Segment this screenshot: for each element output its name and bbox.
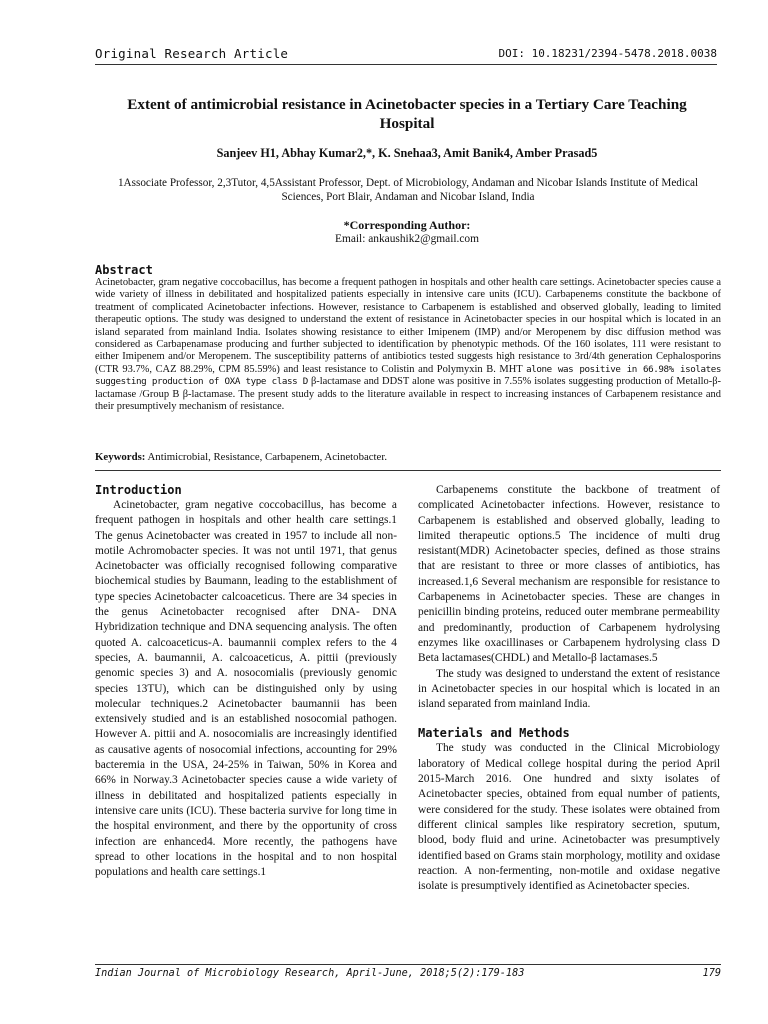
author-list: Sanjeev H1, Abhay Kumar2,*, K. Snehaa3, Amit Banik4, Amber Prasad5 [216, 146, 598, 160]
journal-citation: Indian Journal of Microbiology Research, April-June, 2018;5(2):179-183 [95, 968, 525, 979]
abstract-part-3: β-lactamase and DDST alone was positive in 7.55% isolates suggesting production of Metallo-β-lactamase /Group B β-lactamase. The present study adds to the literature available in respect to increasing instances of Carbapenem resistance and their presumptively mechanism of resistance. [95, 376, 721, 413]
abstract-part-2: alone was positive in 66.98% isolates suggesting production of OXA type class D [95, 363, 721, 388]
journal-section: Original Research Article [95, 46, 289, 61]
corresponding-email[interactable]: Email: ankaushik2@gmail.com [335, 233, 479, 245]
keywords [95, 451, 721, 463]
introduction-paragraph-1: Acinetobacter, gram negative coccobacillus, has become a frequent pathogen in hospitals and other health care settings.1 The genus Acinetobacter was created in 1957 to include all non- motile Achromobacter species. It was not until 1971, that genus Acinetobacter was officially recognised following comparative biochemical studies by Baumann, leading to the establishment of type species Acinetobacter calcoaceticus. There are 34 species in the genus Acinetobacter recognised after DNA- DNA Hybridization technique and DNA sequencing analysis. The often quoted A. calcoaceticus-A. baumannii complex refers to the 4 species, A. baumannii, A. calcoaceticus, A. pittii (previously genomic species 3) and A. nosocomialis (previously genomic species 13TU), which can be distinguished only by using molecular techniques.2 Acinetobacter baumannii has been extensively studied and is an established nosocomial pathogen. However A. pittii and A. nosocomialis are increasingly identified as causative agents of nosocomial infections, accounting for 29% bacteremia in the USA, 24-25% in Taiwan, 50% in Korea and 66% in Norway.3 Acinetobacter species cause a wide variety of illness in debilitated and hospitalized patients especially in intensive care units (ICU). These bacteria survive for long time in the hospital environment, and there by the opportunity of cross infection are enhanced4. More recently, the pathogens have spread to other locations in the hospital and to non hospital populations and health care settings.1 [95, 499, 397, 879]
running-header [95, 44, 717, 65]
abstract-part-1: Acinetobacter, gram negative coccobacillus, has become a frequent pathogen in hospitals and other health care settings. Acinetobacter species cause a wide variety of illness in debilitated and hospitalized patients especially in intensive care units (ICU). Carbapenems constitute the backbone of treatment of complicated Acinetobacter infections. However, resistance to Carbapenem is established and observed globally, leading to limited therapeutic options. The study was designed to understand the extent of resistance in Acinetobacter species in our hospital which is located in an island separated from mainland India. Isolates showing resistance to either Imipenem (IMP) and/or Meropenem by disc diffusion method was considered as Carbapenamase producing and further subjected to identification by phenotypic methods. Of the 160 isolates, 111 were resistant to either Imipenem and/or Meropenem. The susceptibility patterns of antibiotics tested suggests high resistance to 3rd/4th generation Cephalosporins (CTR 93.7%, CAZ 88.29%, CPM 85.59%) and least resistance to Colistin and Polymyxin B. MHT [95, 277, 721, 375]
keywords-label: Keywords: [95, 451, 146, 463]
right-column [418, 483, 720, 894]
corresponding-label: *Corresponding Author: [343, 218, 471, 232]
running-footer [95, 964, 721, 985]
methods-paragraph-1: The study was conducted in the Clinical Microbiology laboratory of Medical college hospital during the period April 2015-March 2016. One hundred and sixty isolates of Acinetobacter species, obtained from equal number of patients, were considered for the study. These isolates were obtained from different clinical samples like respiratory secretion, sputum, blood, body fluid and urine. Acinetobacter was presumptively identified based on Grams stain morphology, motility and oxidase reaction. A non-fermenting, non-motile and oxidase negative isolate is presumptively identified as Acinetobacter species. [418, 742, 720, 893]
section-divider [95, 470, 721, 471]
abstract-text [95, 277, 721, 413]
abstract-heading: Abstract [95, 263, 153, 277]
keywords-text: Antimicrobial, Resistance, Carbapenem, Acinetobacter. [145, 451, 388, 463]
affiliations: 1Associate Professor, 2,3Tutor, 4,5Assistant Professor, Dept. of Microbiology, Andaman and Nicobar Islands Institute of Medical Sciences, Port Blair, Andaman and Nicobar Island, India [117, 177, 699, 203]
introduction-paragraph-2: Carbapenems constitute the backbone of treatment of complicated Acinetobacter infections. However, resistance to Carbapenem is established and observed globally, leading to limited therapeutic options.5 The incidence of multi drug resistant(MDR) Acinetobacter species, defined as those strains that are resistant to three or more classes of antibiotics, has increased.1,6 Several mechanism are responsible for resistance to Carbapenems in Acinetobacter species. These are changes in penicillin binding proteins, reduced outer membrane permeability and predominantly, production of Carbapenem hydrolysing enzymes like oxacillinases or Carbapenem hydrolysing class D Beta lactamases(CHDL) and Metallo-β lactamases.5 [418, 484, 720, 665]
page-number: 179 [702, 968, 721, 979]
introduction-heading: Introduction [95, 483, 182, 497]
introduction-paragraph-3: The study was designed to understand the extent of resistance in Acinetobacter species in our hospital which is located in an island separated from mainland India. [418, 667, 720, 711]
corresponding-author [100, 218, 714, 246]
methods-heading: Materials and Methods [418, 726, 570, 741]
left-column [95, 483, 397, 880]
article-title: Extent of antimicrobial resistance in Acinetobacter species in a Tertiary Care Teaching Hospital [127, 96, 687, 132]
doi[interactable]: DOI: 10.18231/2394-5478.2018.0038 [498, 47, 717, 60]
